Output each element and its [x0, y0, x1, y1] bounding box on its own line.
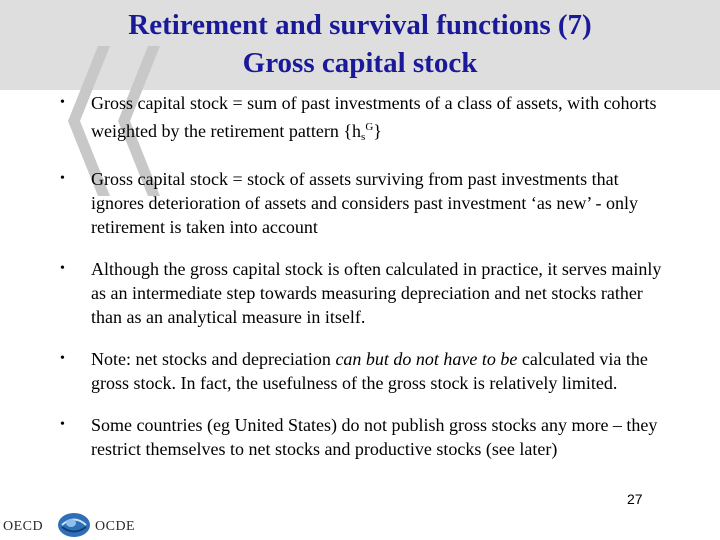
bullet-dot: •: [60, 95, 65, 110]
slide-title: [0, 6, 720, 82]
bullet-list: [60, 91, 670, 461]
bullet-item: • Gross capital stock = stock of assets surviving from past investments that ignores deterioration of assets and considers past investment ‘as new’ - only retirement is taken into account: [60, 169, 639, 237]
oecd-logo-text: OECD: [3, 519, 44, 534]
title-line-1: Retirement and survival functions (7): [128, 9, 592, 41]
bullet-dot: •: [60, 351, 65, 366]
bullet-item: • Note: net stocks and depreciation can but do not have to be calculated via the gross stock. In fact, the usefulness of the gross stock is relatively limited.: [60, 349, 648, 393]
bullet-item: • Gross capital stock = sum of past investments of a class of assets, with cohorts weighted by the retirement pattern $\{h_s^G\}$: [60, 93, 657, 143]
bullet-item: • Some countries (eg United States) do not publish gross stocks any more – they restrict themselves to net stocks and productive stocks (see later): [60, 415, 658, 459]
page-number: 27: [627, 491, 643, 507]
bullet-dot: •: [60, 417, 65, 432]
bullet-dot: •: [60, 261, 65, 276]
bullet-dot: •: [60, 171, 65, 186]
bullet-item: • Although the gross capital stock is often calculated in practice, it serves mainly as an intermediate step towards measuring depreciation and net stocks rather than as an analytical measure in itself.: [60, 259, 662, 327]
superscript: G: [365, 121, 374, 133]
italic-phrase: can but do not have to be: [335, 349, 518, 369]
subscript: s: [361, 131, 366, 143]
title-line-2: Gross capital stock: [242, 47, 478, 79]
globe-icon: [56, 512, 92, 538]
ocde-logo-text: OCDE: [95, 519, 136, 534]
